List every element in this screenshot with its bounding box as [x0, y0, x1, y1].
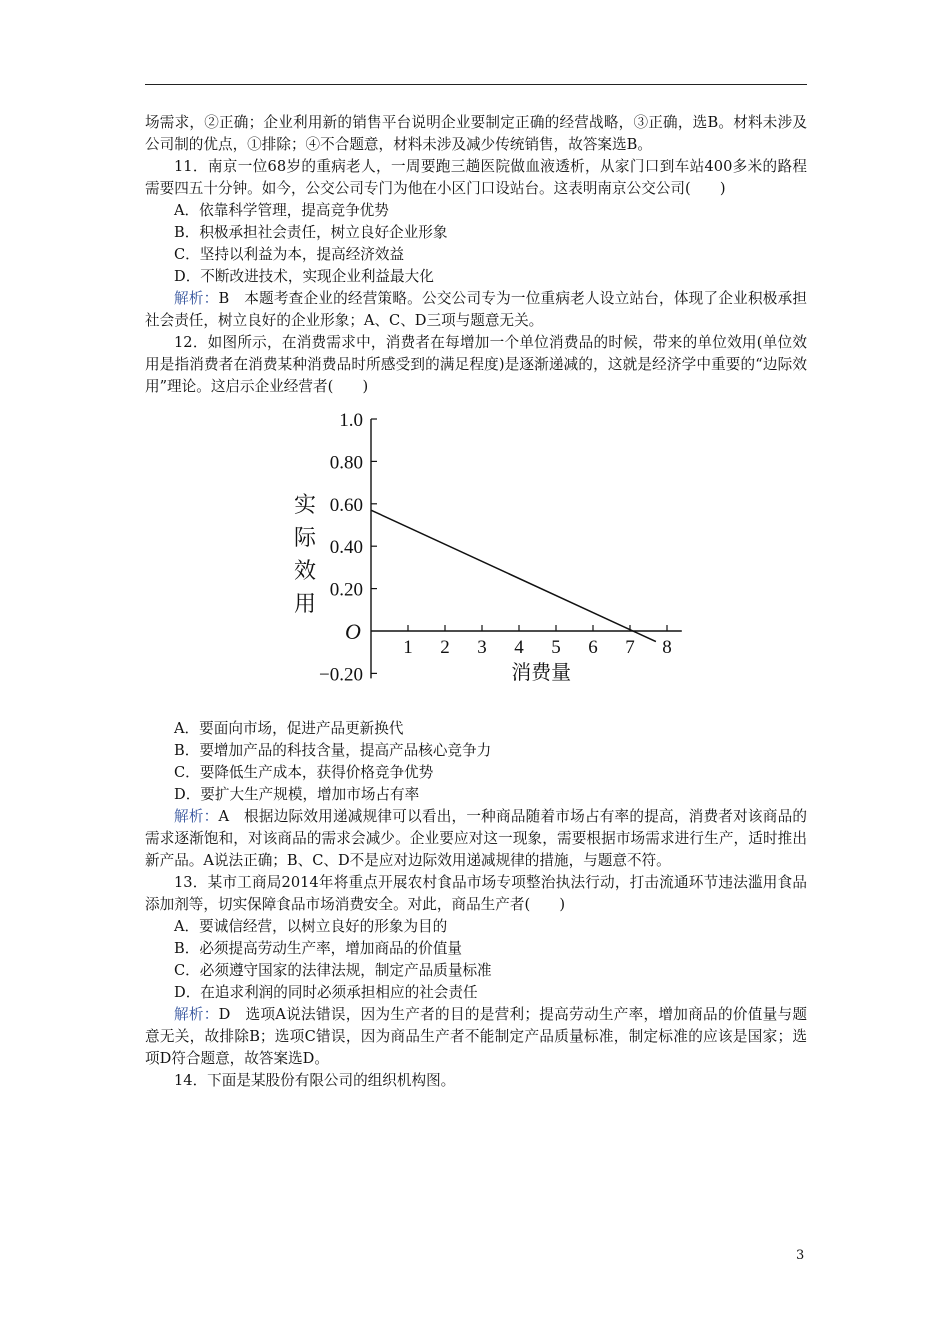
question-14: 14．下面是某股份有限公司的组织机构图。: [174, 1072, 456, 1089]
q11-option-c: C．坚持以利益为本，提高经济效益: [174, 246, 405, 263]
q12-solution: [145, 806, 807, 872]
q13-option-b: B．必须提高劳动生产率，增加商品的价值量: [174, 940, 463, 957]
q11-solution-text: B 本题考查企业的经营策略。公交公司专为一位重病老人设立站台，体现了企业积极承担社会责任，树立良好的企业形象；A、C、D三项与题意无关。: [145, 290, 807, 329]
header-rule: [145, 84, 807, 85]
continued-solution: 场需求，②正确；企业利用新的销售平台说明企业要制定正确的经营战略，③正确，选B。材料未涉及公司制的优点，①排除；④不合题意，材料未涉及减少传统销售，故答案选B。: [145, 114, 807, 153]
page-number: 3: [796, 1248, 805, 1263]
q13-solution: [145, 1004, 807, 1070]
y-axis-label-char: 用: [293, 592, 317, 617]
x-tick-label: 5: [551, 637, 561, 658]
solution-label: 解析：: [174, 290, 219, 307]
y-tick-label: 0.20: [329, 579, 363, 601]
q12-option-a: A．要面向市场，促进产品更新换代: [174, 720, 404, 737]
q11-option-b: B．积极承担社会责任，树立良好企业形象: [174, 224, 448, 241]
x-axis-label: 消费量: [511, 660, 572, 684]
origin-label: O: [345, 619, 361, 644]
x-tick-label: 7: [625, 637, 635, 658]
x-tick-label: 1: [403, 637, 413, 658]
q12-option-d: D．要扩大生产规模，增加市场占有率: [174, 786, 420, 803]
question-11: 11．南京一位68岁的重病老人，一周要跑三趟医院做血液透析，从家门口到车站400多米的路程需要四五十分钟。如今，公交公司专门为他在小区门口设站台。这表明南京公交公司( ): [145, 158, 807, 197]
y-tick-label: 0.60: [329, 494, 363, 516]
question-12: 12．如图所示，在消费需求中，消费者在每增加一个单位消费品的时候，带来的单位效用(单位效用是指消费者在消费某种消费品时所感受到的满足程度)是逐渐递减的，这就是经济学中重要的“边际效用”理论。这启示企业经营者( ): [145, 334, 807, 395]
solution-label: 解析：: [174, 1006, 219, 1023]
utility-line: [371, 510, 656, 641]
q13-solution-text: D 选项A说法错误，因为生产者的目的是营利；提高劳动生产率，增加商品的价值量与题意无关，故排除B；选项C错误，因为商品生产者不能制定产品质量标准，制定标准的应该是国家；选项D符合题意，故答案选D。: [145, 1006, 807, 1067]
solution-label: 解析：: [174, 808, 219, 825]
y-axis-label-char: 际: [293, 526, 317, 551]
y-axis-label-char: 效: [293, 559, 317, 584]
y-tick-label: −0.20: [319, 664, 363, 686]
x-tick-label: 6: [588, 637, 598, 658]
q13-option-a: A．要诚信经营，以树立良好的形象为目的: [174, 918, 448, 935]
q12-solution-text: A 根据边际效用递减规律可以看出，一种商品随着市场占有率的提高，消费者对该商品的需求逐渐饱和，对该商品的需求会减少。企业要应对这一现象，需要根据市场需求进行生产，适时推出新产品。A说法正确；B、C、D不是应对边际效用递减规律的措施，与题意不符。: [145, 808, 807, 869]
y-axis-label-char: 实: [293, 493, 317, 518]
chart-svg: [285, 402, 705, 718]
q12-option-c: C．要降低生产成本，获得价格竞争优势: [174, 764, 434, 781]
x-tick-label: 4: [514, 637, 524, 658]
y-tick-label: 0.40: [329, 537, 363, 559]
q13-option-c: C．必须遵守国家的法律法规，制定产品质量标准: [174, 962, 492, 979]
x-tick-label: 2: [440, 637, 450, 658]
q11-solution: [145, 288, 807, 332]
q12-option-b: B．要增加产品的科技含量，提高产品核心竞争力: [174, 742, 492, 759]
utility-chart: [145, 398, 807, 718]
y-tick-label: 1.0: [339, 410, 363, 431]
page-content: [145, 112, 807, 1092]
q13-option-d: D．在追求利润的同时必须承担相应的社会责任: [174, 984, 478, 1001]
q11-option-a: A．依靠科学管理，提高竞争优势: [174, 202, 389, 219]
q11-option-d: D．不断改进技术，实现企业利益最大化: [174, 268, 434, 285]
x-tick-label: 8: [662, 637, 672, 658]
question-13: 13．某市工商局2014年将重点开展农村食品市场专项整治执法行动，打击流通环节违法滥用食品添加剂等，切实保障食品市场消费安全。对此，商品生产者( ): [145, 874, 807, 913]
y-tick-label: 0.80: [329, 452, 363, 474]
x-tick-label: 3: [477, 637, 487, 658]
